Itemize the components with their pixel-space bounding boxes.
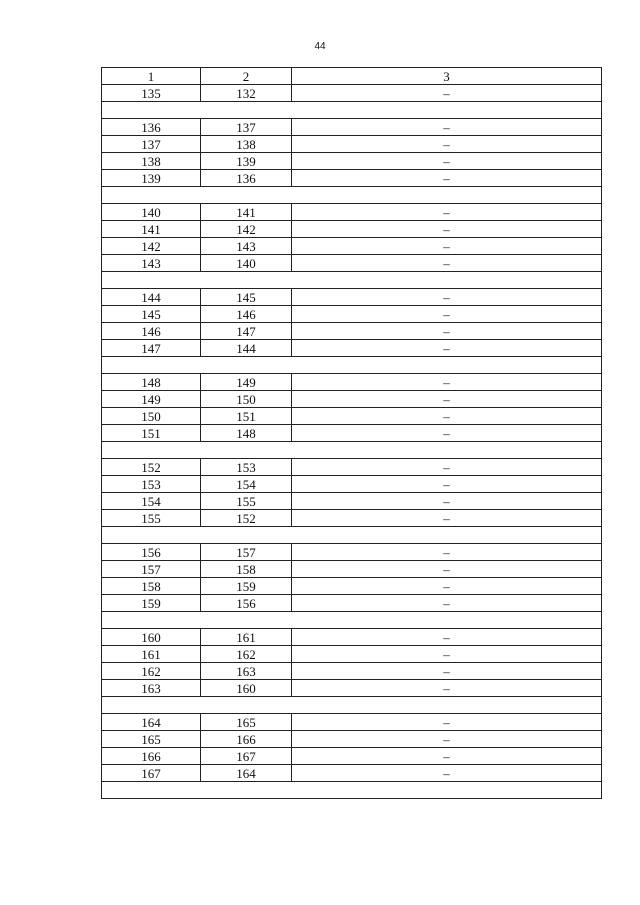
table-cell-col1: 167 (102, 765, 201, 782)
table-cell-col1: 155 (102, 510, 201, 527)
table-spacer-cell (102, 442, 602, 459)
table-spacer-cell (102, 697, 602, 714)
table-row (102, 765, 602, 782)
table-cell-col3: – (292, 680, 602, 697)
table-cell-col2: 147 (201, 323, 292, 340)
table-cell-col3: – (292, 714, 602, 731)
table-cell-col3: – (292, 595, 602, 612)
table-cell-col3: – (292, 170, 602, 187)
table-cell-col1: 154 (102, 493, 201, 510)
table-cell-col2: 157 (201, 544, 292, 561)
table-cell-col3: – (292, 476, 602, 493)
table-row (102, 680, 602, 697)
table-cell-col1: 148 (102, 374, 201, 391)
table-cell-col2: 149 (201, 374, 292, 391)
table-cell-col1: 165 (102, 731, 201, 748)
table-spacer-row (102, 187, 602, 204)
table-body (102, 85, 602, 799)
table-row (102, 493, 602, 510)
table-row (102, 561, 602, 578)
table-cell-col3: – (292, 561, 602, 578)
table-row (102, 323, 602, 340)
table-cell-col3: – (292, 408, 602, 425)
table-cell-col2: 160 (201, 680, 292, 697)
table-cell-col3: – (292, 629, 602, 646)
table-cell-col1: 144 (102, 289, 201, 306)
table-cell-col1: 136 (102, 119, 201, 136)
table-cell-col1: 149 (102, 391, 201, 408)
table-cell-col1: 145 (102, 306, 201, 323)
table-cell-col2: 139 (201, 153, 292, 170)
table-spacer-cell (102, 782, 602, 799)
table-cell-col2: 144 (201, 340, 292, 357)
table-cell-col2: 152 (201, 510, 292, 527)
table-cell-col1: 158 (102, 578, 201, 595)
table-row (102, 408, 602, 425)
table-cell-col3: – (292, 391, 602, 408)
table-cell-col1: 140 (102, 204, 201, 221)
table-spacer-cell (102, 612, 602, 629)
table-cell-col1: 137 (102, 136, 201, 153)
table-spacer-row (102, 102, 602, 119)
table-spacer-cell (102, 187, 602, 204)
table-spacer-row (102, 272, 602, 289)
table-row (102, 595, 602, 612)
table-row (102, 391, 602, 408)
table-cell-col1: 164 (102, 714, 201, 731)
table-cell-col3: – (292, 425, 602, 442)
table-cell-col3: – (292, 459, 602, 476)
table-cell-col1: 166 (102, 748, 201, 765)
table-spacer-cell (102, 102, 602, 119)
table-cell-col2: 158 (201, 561, 292, 578)
column-header-1: 1 (102, 68, 201, 85)
table-cell-col3: – (292, 323, 602, 340)
table-cell-col3: – (292, 204, 602, 221)
page-number: 44 (314, 41, 326, 52)
table-cell-col1: 135 (102, 85, 201, 102)
table-cell-col2: 165 (201, 714, 292, 731)
table-spacer-row (102, 527, 602, 544)
table-cell-col3: – (292, 510, 602, 527)
table-cell-col1: 153 (102, 476, 201, 493)
table-cell-col1: 143 (102, 255, 201, 272)
table-cell-col3: – (292, 340, 602, 357)
table-cell-col2: 145 (201, 289, 292, 306)
table-cell-col3: – (292, 153, 602, 170)
table-cell-col2: 153 (201, 459, 292, 476)
table-cell-col3: – (292, 85, 602, 102)
table-row (102, 153, 602, 170)
table-cell-col2: 141 (201, 204, 292, 221)
table-cell-col2: 151 (201, 408, 292, 425)
table-cell-col1: 150 (102, 408, 201, 425)
table-cell-col2: 161 (201, 629, 292, 646)
table-row (102, 255, 602, 272)
table-row (102, 238, 602, 255)
table-cell-col1: 147 (102, 340, 201, 357)
table-cell-col1: 141 (102, 221, 201, 238)
table-row (102, 714, 602, 731)
table-cell-col1: 161 (102, 646, 201, 663)
table-cell-col1: 159 (102, 595, 201, 612)
table-cell-col2: 150 (201, 391, 292, 408)
table-cell-col1: 152 (102, 459, 201, 476)
table-cell-col3: – (292, 238, 602, 255)
table-cell-col3: – (292, 765, 602, 782)
table-cell-col1: 142 (102, 238, 201, 255)
table-cell-col3: – (292, 578, 602, 595)
table-cell-col2: 166 (201, 731, 292, 748)
table-cell-col1: 162 (102, 663, 201, 680)
table-row (102, 374, 602, 391)
table-row (102, 170, 602, 187)
table-row (102, 204, 602, 221)
table-cell-col2: 167 (201, 748, 292, 765)
table-spacer-row (102, 697, 602, 714)
table-cell-col2: 162 (201, 646, 292, 663)
table-row (102, 578, 602, 595)
table-cell-col2: 159 (201, 578, 292, 595)
table-cell-col3: – (292, 306, 602, 323)
table-cell-col2: 142 (201, 221, 292, 238)
table-row (102, 85, 602, 102)
table-spacer-row (102, 612, 602, 629)
table-row (102, 663, 602, 680)
table-cell-col2: 155 (201, 493, 292, 510)
table-row (102, 136, 602, 153)
table-row (102, 629, 602, 646)
table-header-row (102, 68, 602, 85)
table-spacer-cell (102, 527, 602, 544)
table-spacer-row (102, 442, 602, 459)
table-cell-col2: 137 (201, 119, 292, 136)
table-cell-col1: 157 (102, 561, 201, 578)
table-spacer-row (102, 782, 602, 799)
table-cell-col2: 140 (201, 255, 292, 272)
table-cell-col2: 136 (201, 170, 292, 187)
table-cell-col1: 160 (102, 629, 201, 646)
data-table (101, 67, 602, 799)
table-cell-col2: 138 (201, 136, 292, 153)
table-row (102, 646, 602, 663)
table-cell-col3: – (292, 119, 602, 136)
table-cell-col3: – (292, 136, 602, 153)
table-cell-col2: 163 (201, 663, 292, 680)
table-row (102, 289, 602, 306)
table-cell-col3: – (292, 289, 602, 306)
table-cell-col1: 151 (102, 425, 201, 442)
table-cell-col2: 154 (201, 476, 292, 493)
table-cell-col2: 148 (201, 425, 292, 442)
table-spacer-cell (102, 272, 602, 289)
table-row (102, 476, 602, 493)
table-cell-col3: – (292, 748, 602, 765)
table-row (102, 221, 602, 238)
table-row (102, 544, 602, 561)
table-cell-col3: – (292, 255, 602, 272)
table-row (102, 340, 602, 357)
table-cell-col3: – (292, 374, 602, 391)
table-cell-col3: – (292, 646, 602, 663)
table-cell-col2: 164 (201, 765, 292, 782)
table-cell-col1: 139 (102, 170, 201, 187)
table-cell-col3: – (292, 663, 602, 680)
table-cell-col1: 146 (102, 323, 201, 340)
table-row (102, 510, 602, 527)
table-cell-col2: 132 (201, 85, 292, 102)
table-cell-col1: 138 (102, 153, 201, 170)
table-cell-col3: – (292, 493, 602, 510)
table-cell-col3: – (292, 221, 602, 238)
table-row (102, 425, 602, 442)
column-header-3: 3 (292, 68, 602, 85)
table-row (102, 731, 602, 748)
table-cell-col3: – (292, 731, 602, 748)
table-spacer-row (102, 357, 602, 374)
table-cell-col1: 163 (102, 680, 201, 697)
table-cell-col3: – (292, 544, 602, 561)
table-spacer-cell (102, 357, 602, 374)
table-cell-col2: 146 (201, 306, 292, 323)
table-cell-col2: 143 (201, 238, 292, 255)
table-row (102, 306, 602, 323)
column-header-2: 2 (201, 68, 292, 85)
table-cell-col1: 156 (102, 544, 201, 561)
table-row (102, 459, 602, 476)
table-row (102, 119, 602, 136)
table-row (102, 748, 602, 765)
table-cell-col2: 156 (201, 595, 292, 612)
